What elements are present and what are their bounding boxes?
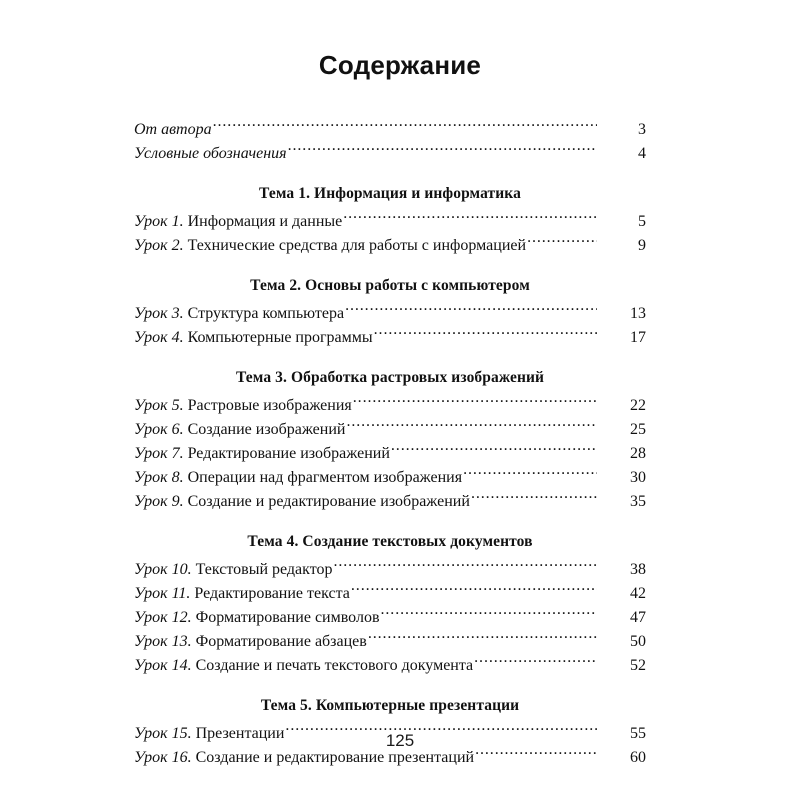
toc-entry-title: Компьютерные программы — [183, 329, 373, 346]
toc-section-heading: Тема 4. Создание текстовых документов — [247, 533, 533, 550]
toc-entry-label — [134, 418, 345, 442]
toc-entry-title: Редактирование текста — [190, 585, 350, 602]
toc-entry-lesson-number: Урок 5. — [134, 397, 184, 414]
toc-entry-label: Условные обозначения — [134, 145, 287, 162]
page-folio-number: 125 — [385, 731, 415, 750]
toc-entry-label — [134, 466, 462, 490]
toc-entry-title: Информация и данные — [183, 213, 343, 230]
toc-entry-title: Текстовый редактор — [191, 561, 333, 578]
toc-entry-lesson-number: Урок 4. — [134, 329, 184, 346]
toc-entry-label — [134, 326, 373, 350]
toc-entry-lesson-number: Урок 8. — [134, 469, 184, 486]
toc-entry-lesson-number: Урок 7. — [134, 445, 184, 462]
toc-entry-lesson-number: Урок 10. — [134, 561, 192, 578]
toc-entry-title: Создание изображений — [183, 421, 346, 438]
toc-entry-1-0[interactable] — [134, 302, 646, 326]
toc-entry-label — [134, 654, 473, 678]
toc-entry-page-number: 25 — [630, 421, 646, 438]
toc-entry-lesson-number: Урок 16. — [134, 749, 192, 766]
toc-entry-title: Растровые изображения — [183, 397, 352, 414]
toc-entry-title: Создание и печать текстового документа — [191, 657, 474, 674]
toc-entry-page-number: 3 — [638, 121, 646, 138]
table-of-contents — [134, 118, 646, 770]
toc-entry-3-3[interactable] — [134, 630, 646, 654]
toc-entry-2-4[interactable] — [134, 490, 646, 514]
dot-leader — [474, 654, 597, 670]
dot-leader — [368, 630, 597, 646]
toc-entry-page-number: 55 — [630, 725, 646, 742]
dot-leader — [353, 394, 597, 410]
toc-entry-title: Создание и редактирование презентаций — [191, 749, 475, 766]
toc-entry-0-0[interactable] — [134, 210, 646, 234]
toc-entry-3-4[interactable] — [134, 654, 646, 678]
toc-entry-label: От автора — [134, 121, 212, 138]
toc-entry-title: Форматирование абзацев — [191, 633, 367, 650]
toc-entry-label — [134, 302, 344, 326]
toc-section-heading: Тема 1. Информация и информатика — [259, 185, 521, 202]
toc-section-heading: Тема 3. Обработка растровых изображений — [235, 369, 545, 386]
toc-entry-label — [134, 234, 526, 258]
toc-entry-lesson-number: Урок 12. — [134, 609, 192, 626]
dot-leader — [333, 558, 597, 574]
toc-entry-2-2[interactable] — [134, 442, 646, 466]
toc-entry-page-number: 22 — [630, 397, 646, 414]
toc-entry-title: Редактирование изображений — [183, 445, 390, 462]
dot-leader — [346, 418, 597, 434]
toc-entry-lesson-number: Урок 9. — [134, 493, 184, 510]
toc-entry-lesson-number: Урок 3. — [134, 305, 184, 322]
toc-entry-title: Структура компьютера — [183, 305, 345, 322]
toc-entry-2-3[interactable] — [134, 466, 646, 490]
toc-entry-page-number: 28 — [630, 445, 646, 462]
toc-entry-1-1[interactable] — [134, 326, 646, 350]
toc-entry-page-number: 5 — [638, 213, 646, 230]
toc-entry-label — [134, 442, 390, 466]
dot-leader — [391, 442, 597, 458]
toc-entry-page-number: 50 — [630, 633, 646, 650]
toc-entry-front-matter-1[interactable] — [134, 142, 646, 166]
toc-section-heading: Тема 2. Основы работы с компьютером — [250, 277, 530, 294]
toc-entry-page-number: 38 — [630, 561, 646, 578]
toc-entry-page-number: 47 — [630, 609, 646, 626]
dot-leader — [288, 142, 597, 158]
dot-leader — [351, 582, 597, 598]
toc-entry-0-1[interactable] — [134, 234, 646, 258]
toc-entry-page-number: 17 — [630, 329, 646, 346]
toc-entry-2-1[interactable] — [134, 418, 646, 442]
toc-entry-label — [134, 394, 352, 418]
toc-entry-lesson-number: Урок 15. — [134, 725, 192, 742]
toc-entry-page-number: 42 — [630, 585, 646, 602]
toc-entry-3-0[interactable] — [134, 558, 646, 582]
dot-leader — [381, 606, 598, 622]
toc-entry-title: Создание и редактирование изображений — [183, 493, 470, 510]
toc-entry-lesson-number: Урок 11. — [134, 585, 191, 602]
toc-entry-page-number: 35 — [630, 493, 646, 510]
toc-entry-label — [134, 630, 367, 654]
toc-entry-front-matter-0[interactable] — [134, 118, 646, 142]
toc-entry-page-number: 60 — [630, 749, 646, 766]
toc-entry-title: Операции над фрагментом изображения — [183, 469, 463, 486]
toc-entry-page-number: 4 — [638, 145, 646, 162]
toc-entry-title: Презентации — [191, 725, 285, 742]
toc-entry-page-number: 13 — [630, 305, 646, 322]
toc-entry-label — [134, 582, 350, 606]
dot-leader — [345, 302, 597, 318]
dot-leader — [527, 234, 597, 250]
toc-entry-page-number: 30 — [630, 469, 646, 486]
toc-entry-label — [134, 606, 380, 630]
dot-leader — [463, 466, 597, 482]
toc-entry-lesson-number: Урок 6. — [134, 421, 184, 438]
toc-entry-lesson-number: Урок 1. — [134, 213, 184, 230]
toc-entry-title: Форматирование символов — [191, 609, 380, 626]
toc-entry-3-1[interactable] — [134, 582, 646, 606]
dot-leader — [374, 326, 597, 342]
toc-entry-page-number: 9 — [638, 237, 646, 254]
toc-section-heading: Тема 5. Компьютерные презентации — [260, 697, 520, 714]
toc-entry-lesson-number: Урок 14. — [134, 657, 192, 674]
toc-entry-page-number: 52 — [630, 657, 646, 674]
toc-entry-2-0[interactable] — [134, 394, 646, 418]
page-title: Содержание — [318, 50, 482, 80]
dot-leader — [343, 210, 597, 226]
toc-entry-lesson-number: Урок 13. — [134, 633, 192, 650]
toc-entry-label — [134, 210, 342, 234]
dot-leader — [471, 490, 597, 506]
dot-leader — [213, 118, 597, 134]
toc-entry-title: Технические средства для работы с информацией — [183, 237, 527, 254]
toc-entry-lesson-number: Урок 2. — [134, 237, 184, 254]
toc-entry-label — [134, 558, 332, 582]
toc-entry-3-2[interactable] — [134, 606, 646, 630]
toc-entry-label — [134, 490, 470, 514]
toc-body — [134, 118, 646, 770]
